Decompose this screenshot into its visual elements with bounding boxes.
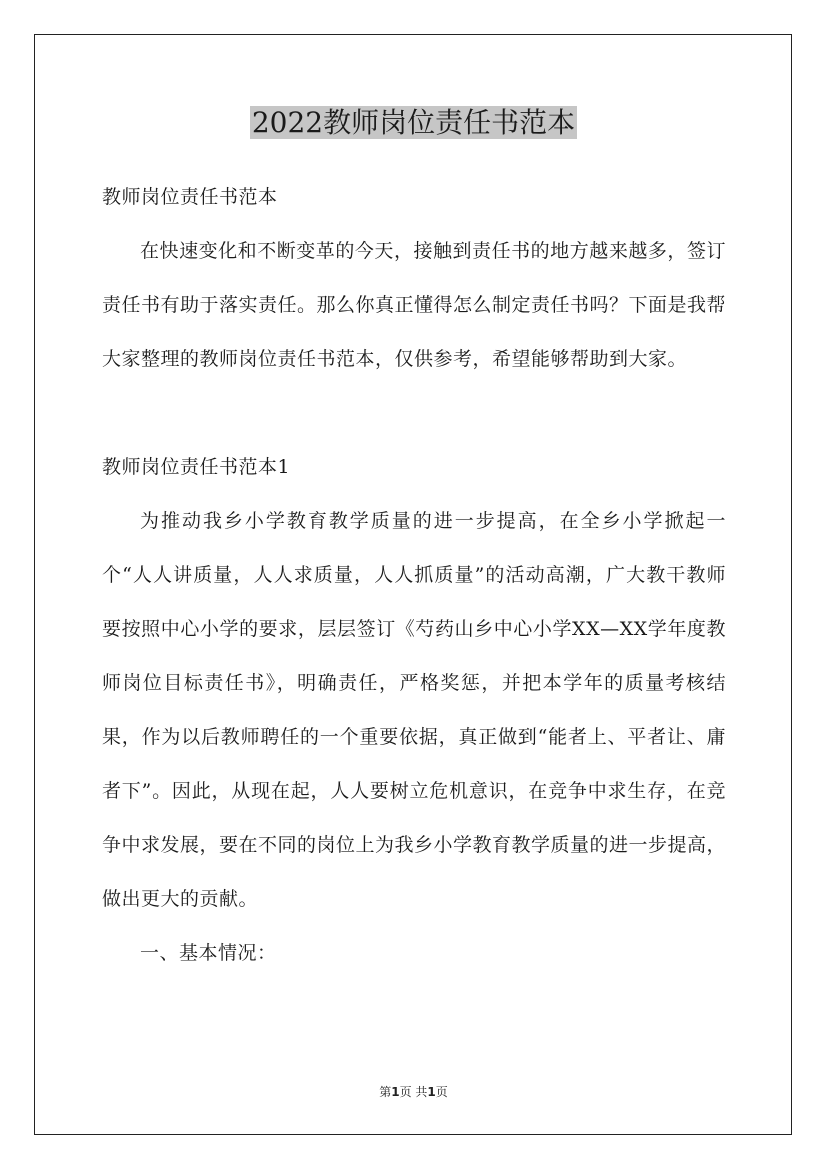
section-heading: 教师岗位责任书范本1 (102, 456, 291, 478)
footer-prefix: 第 (379, 1085, 392, 1099)
footer-mid: 页 共 (399, 1085, 428, 1099)
document-title-text: 2022教师岗位责任书范本 (251, 106, 576, 139)
document-body (102, 170, 726, 980)
footer-page-current: 1 (391, 1085, 400, 1099)
footer-suffix: 页 (435, 1085, 448, 1099)
page-footer (0, 1083, 827, 1101)
section-paragraph: 为推动我乡小学教育教学质量的进一步提高，在全乡小学掀起一个“人人讲质量，人人求质量，人人抓质量”的活动高潮，广大教干教师要按照中心小学的要求，层层签订《芍药山乡中心小学XX—XX学年度教师岗位目标责任书》，明确责任，严格奖惩，并把本学年的质量考核结果，作为以后教师聘任的一个重要依据，真正做到“能者上、平者让、庸者下”。因此，从现在起，人人要树立危机意识，在竞争中求生存，在竞争中求发展，要在不同的岗位上为我乡小学教育教学质量的进一步提高，做出更大的贡献。 (102, 510, 727, 910)
subtitle: 教师岗位责任书范本 (102, 186, 278, 208)
list-item-heading: 一、基本情况： (140, 942, 277, 964)
paragraph-gap (102, 386, 726, 440)
footer-page-total: 1 (427, 1085, 436, 1099)
document-title (0, 103, 827, 143)
intro-paragraph: 在快速变化和不断变革的今天，接触到责任书的地方越来越多，签订责任书有助于落实责任。那么你真正懂得怎么制定责任书吗？下面是我帮大家整理的教师岗位责任书范本，仅供参考，希望能够帮助到大家。 (102, 240, 727, 370)
